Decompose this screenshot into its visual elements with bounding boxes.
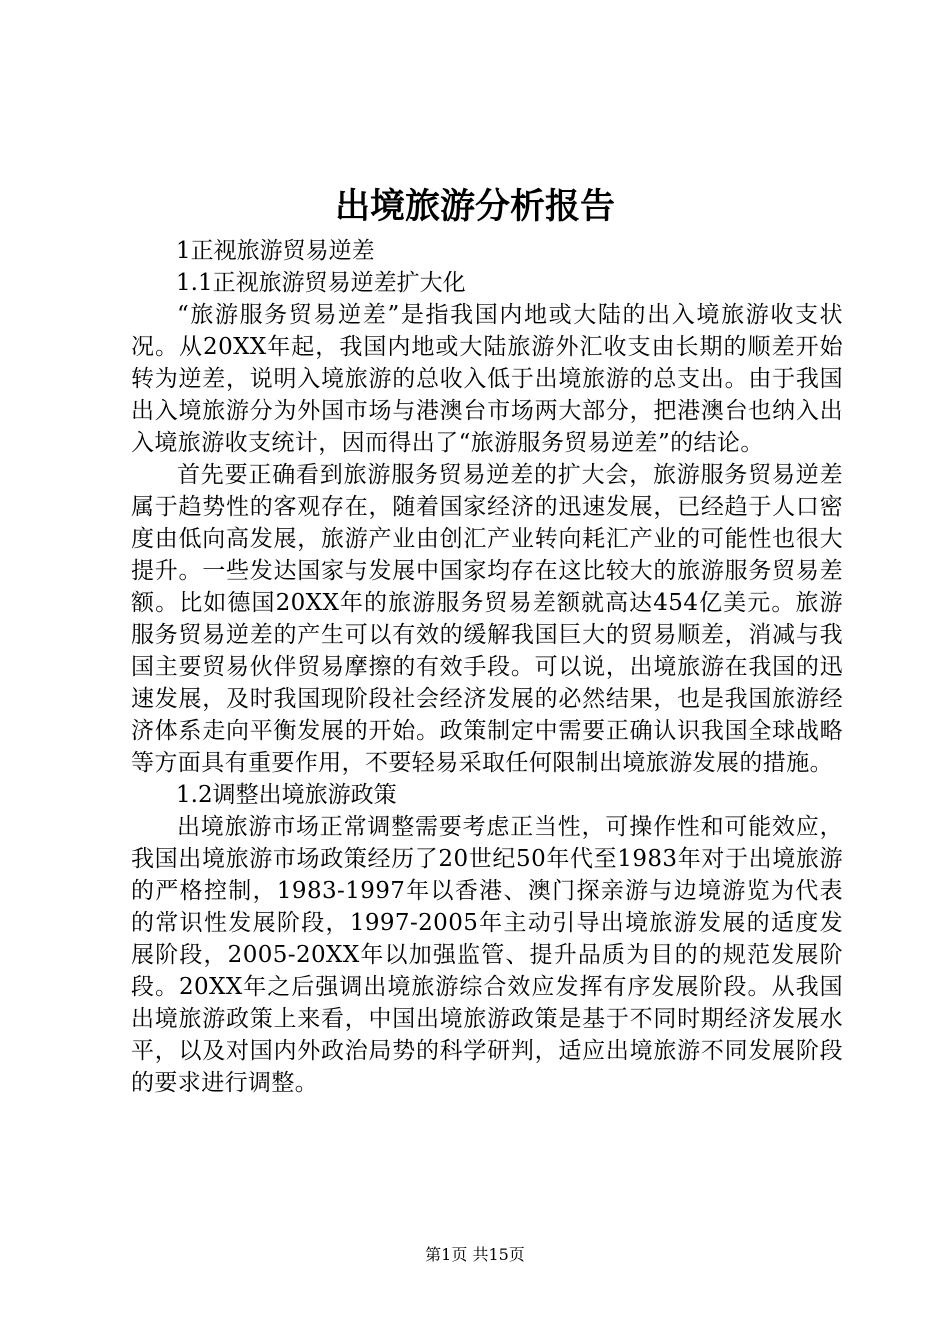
body-paragraph: 出境旅游市场正常调整需要考虑正当性，可操作性和可能效应，我国出境旅游市场政策经历了20世纪50年代至1983年对于出境旅游的严格控制，1983-1997年以香港、澳门探亲游与边境游览为代表的常识性发展阶段，1997-2005年主动引导出境旅游发展的适度发展阶段，2005-20XX年以加强监管、提升品质为目的的规范发展阶段。20XX年之后强调出境旅游综合效应发挥有序发展阶段。从我国出境旅游政策上来看，中国出境旅游政策是基于不同时期经济发展水平，以及对国内外政治局势的科学研判，适应出境旅游不同发展阶段的要求进行调整。 (131, 814, 843, 1096)
body-paragraph: “旅游服务贸易逆差”是指我国内地或大陆的出入境旅游收支状况。从20XX年起，我国内地或大陆旅游外汇收支由长期的顺差开始转为逆差，说明入境旅游的总收入低于出境旅游的总支出。由于我国出入境旅游分为外国市场与港澳台市场两大部分，把港澳台也纳入出入境旅游收支统计，因而得出了“旅游服务贸易逆差”的结论。 (131, 302, 843, 456)
page-footer: 第1页 共15页 (425, 1245, 525, 1264)
subsection-heading: 1.1正视旅游贸易逆差扩大化 (176, 270, 466, 296)
document-title: 出境旅游分析报告 (334, 186, 615, 227)
subsection-heading: 1.2调整出境旅游政策 (176, 782, 397, 808)
body-paragraph: 首先要正确看到旅游服务贸易逆差的扩大会，旅游服务贸易逆差属于趋势性的客观存在，随着国家经济的迅速发展，已经趋于人口密度由低向高发展，旅游产业由创汇产业转向耗汇产业的可能性也很大提升。一些发达国家与发展中国家均存在这比较大的旅游服务贸易差额。比如德国20XX年的旅游服务贸易差额就高达454亿美元。旅游服务贸易逆差的产生可以有效的缓解我国巨大的贸易顺差，消减与我国主要贸易伙伴贸易摩擦的有效手段。可以说，出境旅游在我国的迅速发展，及时我国现阶段社会经济发展的必然结果，也是我国旅游经济体系走向平衡发展的开始。政策制定中需要正确认识我国全球战略等方面具有重要作用，不要轻易采取任何限制出境旅游发展的措施。 (131, 462, 843, 776)
document-body (131, 235, 843, 1099)
section-heading: 1正视旅游贸易逆差 (176, 238, 375, 264)
